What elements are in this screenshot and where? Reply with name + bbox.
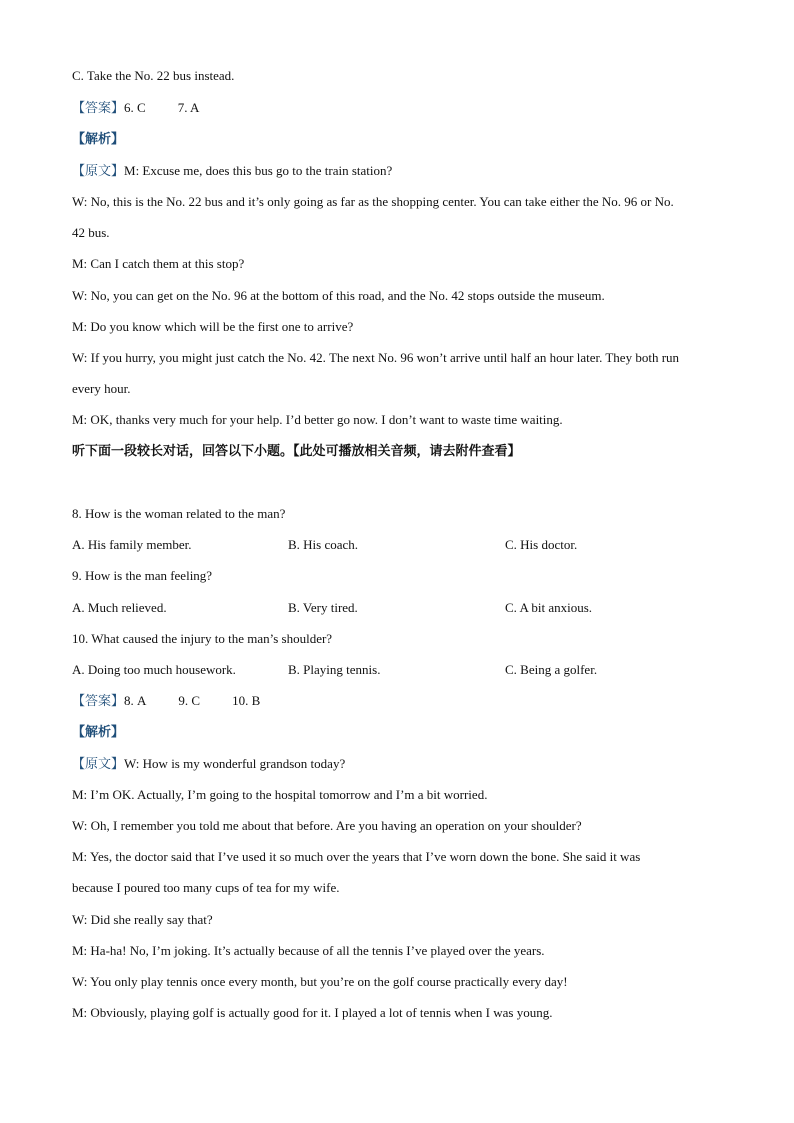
text-line: 9. How is the man feeling?: [72, 568, 213, 583]
analysis-tag: 【解析】: [72, 132, 125, 147]
text-line: W: Oh, I remember you told me about that before. Are you having an operation on your shoulder?: [72, 818, 582, 833]
text-line: 8. How is the woman related to the man?: [72, 506, 286, 521]
answer-key-line: [72, 100, 199, 117]
text-line: C. Take the No. 22 bus instead.: [72, 68, 235, 83]
text-line: M: I’m OK. Actually, I’m going to the hospital tomorrow and I’m a bit worried.: [72, 787, 488, 802]
text-line: W: No, you can get on the No. 96 at the bottom of this road, and the No. 42 stops outside the museum.: [72, 288, 605, 303]
text-line: W: You only play tennis once every month, but you’re on the golf course practically every day!: [72, 974, 568, 989]
answer-value: 10. B: [232, 693, 261, 708]
transcript-text: M: Excuse me, does this bus go to the train station?: [124, 163, 393, 178]
transcript-first-line: [72, 756, 345, 773]
text-line: 10. What caused the injury to the man’s shoulder?: [72, 631, 333, 646]
transcript-tag: 【原文】: [72, 164, 125, 179]
text-line: M: Ha-ha! No, I’m joking. It’s actually because of all the tennis I’ve played over the years.: [72, 943, 545, 958]
answer-option: B. His coach.: [288, 537, 359, 552]
text-line: 42 bus.: [72, 225, 110, 240]
answer-option: A. His family member.: [72, 537, 192, 552]
answer-option: C. His doctor.: [505, 537, 578, 552]
answer-option: B. Very tired.: [288, 600, 358, 615]
answer-value: 7. A: [177, 100, 200, 115]
answer-value: 6. C: [124, 100, 146, 115]
transcript-text: W: How is my wonderful grandson today?: [124, 756, 346, 771]
text-line: M: Can I catch them at this stop?: [72, 256, 245, 271]
text-line: M: Yes, the doctor said that I’ve used it so much over the years that I’ve worn down the bone. She said it was: [72, 849, 641, 864]
answer-value: 8. A: [124, 693, 147, 708]
listening-instruction: 听下面一段较长对话，回答以下小题。【此处可播放相关音频，请去附件查看】: [72, 444, 521, 459]
answer-option: C. Being a golfer.: [505, 662, 598, 677]
answer-option: A. Much relieved.: [72, 600, 167, 615]
answer-option: B. Playing tennis.: [288, 662, 381, 677]
transcript-first-line: [72, 163, 392, 180]
text-line: W: Did she really say that?: [72, 912, 213, 927]
analysis-heading: [72, 131, 124, 148]
text-line: W: No, this is the No. 22 bus and it’s only going as far as the shopping center. You can take either the No. 96 or No.: [72, 194, 674, 209]
text-line: W: If you hurry, you might just catch the No. 42. The next No. 96 won’t arrive until half an hour later. They both run: [72, 350, 680, 365]
answer-option: C. A bit anxious.: [505, 600, 593, 615]
analysis-tag: 【解析】: [72, 725, 125, 740]
text-line: M: Do you know which will be the first one to arrive?: [72, 319, 354, 334]
answer-option: A. Doing too much housework.: [72, 662, 236, 677]
analysis-heading: [72, 724, 124, 741]
answer-tag: 【答案】: [72, 694, 125, 709]
text-line: M: OK, thanks very much for your help. I’d better go now. I don’t want to waste time waiting.: [72, 412, 563, 427]
answer-value: 9. C: [178, 693, 201, 708]
text-line: because I poured too many cups of tea for my wife.: [72, 880, 340, 895]
text-line: M: Obviously, playing golf is actually good for it. I played a lot of tennis when I was young.: [72, 1005, 553, 1020]
transcript-tag: 【原文】: [72, 757, 125, 772]
answer-key-line: [72, 693, 260, 710]
answer-tag: 【答案】: [72, 101, 125, 116]
text-line: every hour.: [72, 381, 131, 396]
